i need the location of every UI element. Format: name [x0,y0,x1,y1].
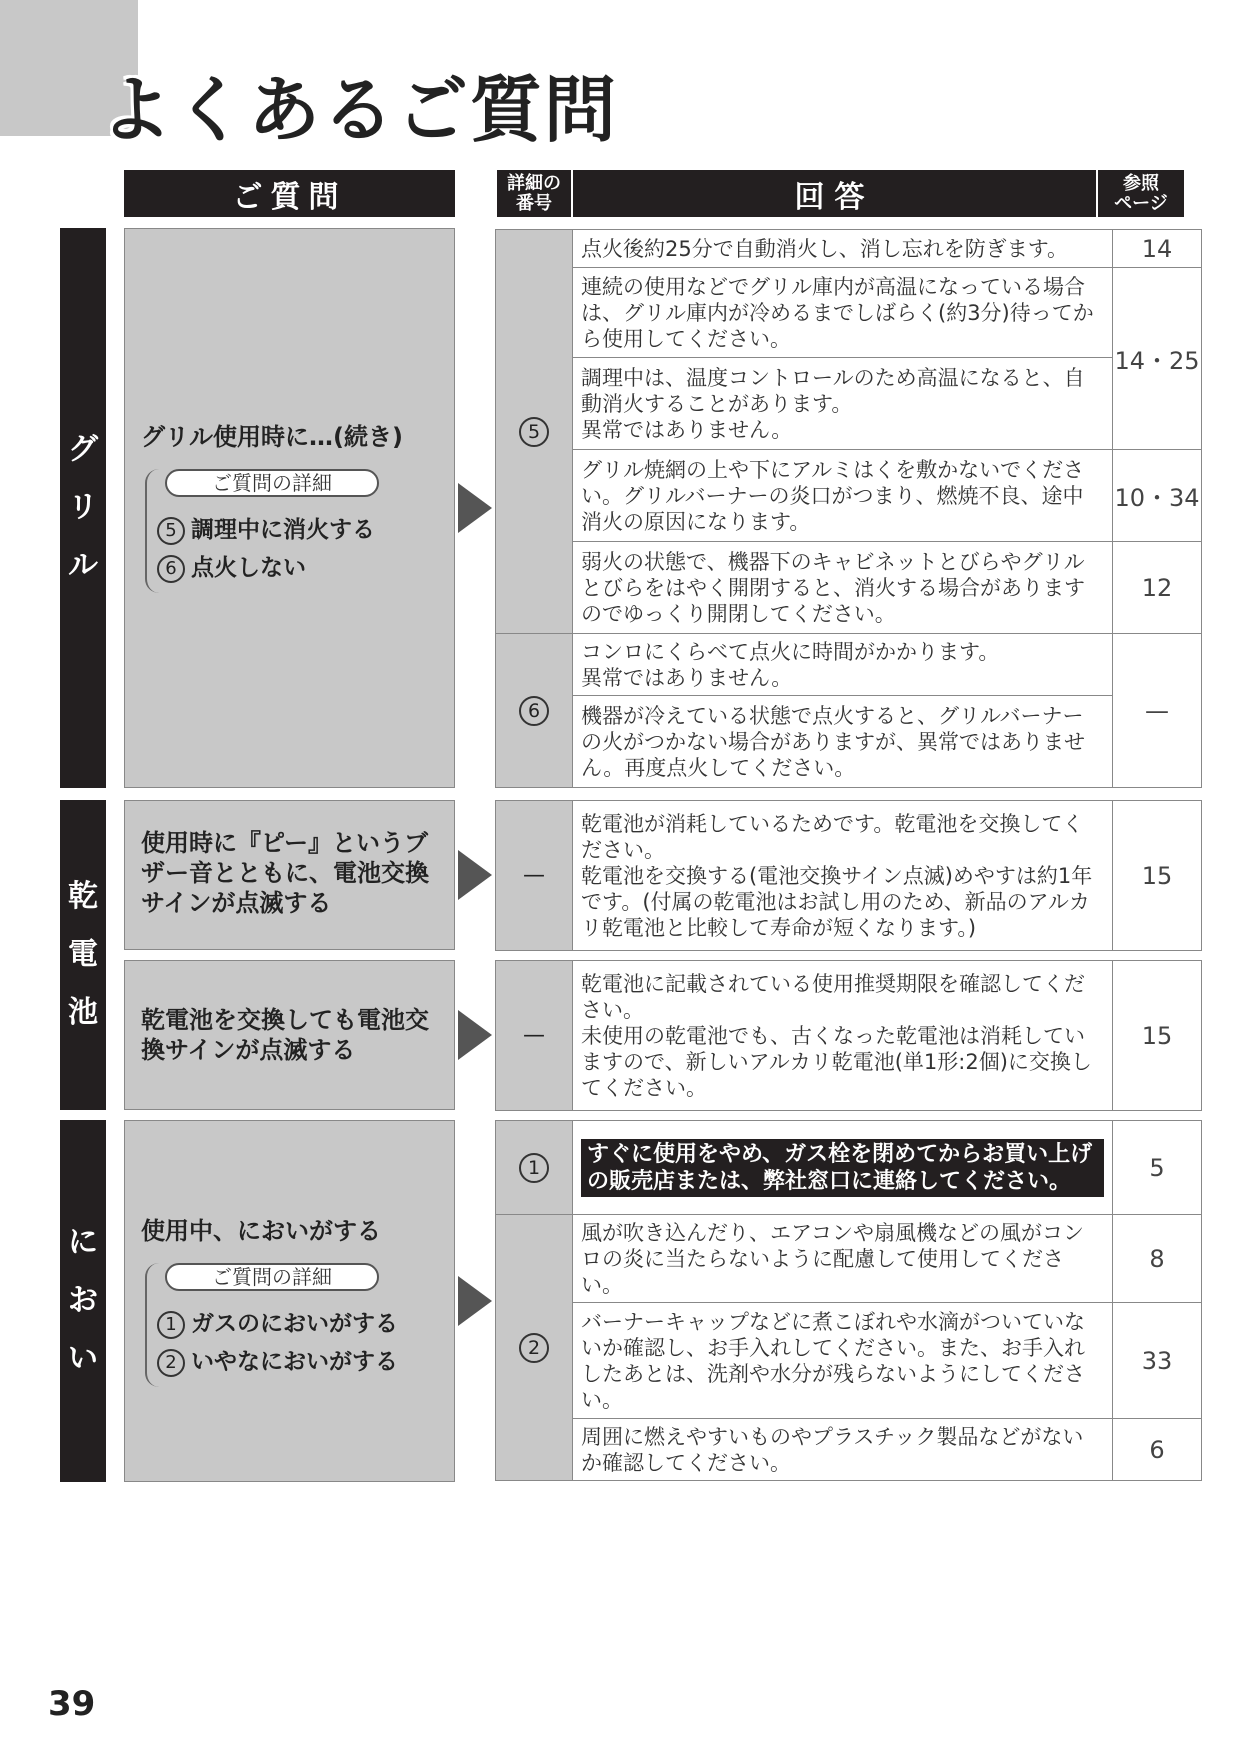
reference-page: 8 [1113,1215,1202,1303]
answer-text: バーナーキャップなどに煮こぼれや水滴がついていないか確認し、お手入れしてください。また、お手入れしたあとは、洗剤や水分が残らないようにしてください。 [573,1303,1113,1419]
arrow-icon [458,483,492,533]
arrow-icon [458,1010,492,1060]
circled-number: 2 [157,1349,185,1377]
reference-page: 14・25 [1113,268,1202,450]
question-text: 乾電池を交換しても電池交換サインが点滅する [141,1006,429,1064]
category-char: 池 [68,995,98,1030]
reference-page: — [1113,634,1202,788]
circled-number: 1 [157,1311,185,1339]
answer-text: 乾電池が消耗しているためです。乾電池を交換してください。 乾電池を交換する(電池交換サイン点滅)めやすは約1年です。(付属の乾電池はお試し用のため、新品のアルカリ乾電池と比較して寿命が短くなります。) [573,801,1113,951]
reference-page: 6 [1113,1419,1202,1481]
header-reference: 参照 ページ [1098,170,1184,217]
answer-table-battery-1 [495,800,1202,951]
circled-number: 1 [519,1153,549,1183]
detail-item [157,1305,398,1339]
category-char: に [68,1225,98,1260]
category-char: ル [68,548,98,583]
question-text: 使用中、においがする [141,1217,381,1245]
table-row [496,696,1202,788]
answer-text: 機器が冷えている状態で点火すると、グリルバーナーの火がつかない場合がありますが、異常ではありません。再度点火してください。 [573,696,1113,788]
question-box-smell [124,1120,455,1482]
detail-label: ご質問の詳細 [165,469,379,497]
detail-text: 調理中に消火する [191,517,375,543]
table-row [496,1419,1202,1481]
page-number: 39 [48,1684,96,1724]
table-row [496,230,1202,268]
category-char: グ [68,432,98,467]
answer-text: 調理中は、温度コントロールのため高温になると、自動消火することがあります。 異常ではありません。 [573,358,1113,450]
detail-item [157,549,306,583]
answer-text: 周囲に燃えやすいものやプラスチック製品などがないか確認してください。 [573,1419,1113,1481]
reference-page: 15 [1113,801,1202,951]
answer-table-smell [495,1120,1202,1481]
table-row [496,450,1202,542]
table-row [496,1303,1202,1419]
category-char: 電 [68,937,98,972]
question-box-battery-2 [124,960,455,1110]
table-row [496,801,1202,951]
category-char: リ [68,490,98,525]
answer-table-battery-2 [495,960,1202,1111]
circled-number: 6 [519,696,549,726]
reference-page: 12 [1113,542,1202,634]
circled-number: 5 [519,417,549,447]
answer-text-warning [573,1121,1113,1215]
question-text: グリル使用時に…(続き) [141,423,403,451]
reference-page: 5 [1113,1121,1202,1215]
table-row [496,961,1202,1111]
arrow-icon [458,850,492,900]
header-detail-number: 詳細の 番号 [497,170,571,217]
circled-number: 2 [519,1333,549,1363]
category-char: 乾 [68,879,98,914]
category-char: お [68,1283,98,1318]
detail-text: ガスのにおいがする [191,1311,398,1337]
table-row [496,634,1202,696]
detail-item [157,1343,398,1377]
reference-page: 14 [1113,230,1202,268]
detail-group [145,1263,398,1387]
warning-text: すぐに使用をやめ、ガス栓を閉めてからお買い上げの販売店または、弊社窓口に連絡してください。 [581,1139,1104,1197]
answer-text: 点火後約25分で自動消火し、消し忘れを防ぎます。 [573,230,1113,268]
reference-page: 33 [1113,1303,1202,1419]
page-title: よくあるご質問 [100,68,619,152]
category-grill [60,228,106,788]
detail-text: いやなにおいがする [191,1349,398,1375]
table-row [496,1121,1202,1215]
reference-page: 10・34 [1113,450,1202,542]
arrow-icon [458,1276,492,1326]
category-smell [60,1120,106,1482]
reference-page: 15 [1113,961,1202,1111]
answer-text: 乾電池に記載されている使用推奨期限を確認してください。 未使用の乾電池でも、古くなった乾電池は消耗していますので、新しいアルカリ乾電池(単1形:2個)に交換してください。 [573,961,1113,1111]
answer-table-grill [495,229,1202,788]
answer-text: 弱火の状態で、機器下のキャビネットとびらやグリルとびらをはやく開閉すると、消火する場合がありますのでゆっくり開閉してください。 [573,542,1113,634]
detail-label: ご質問の詳細 [165,1263,379,1291]
question-text: 使用時に『ピー』というブザー音とともに、電池交換サインが点滅する [141,829,429,917]
category-battery [60,800,106,1110]
question-box-battery-1 [124,800,455,950]
table-row [496,268,1202,358]
answer-text: コンロにくらべて点火に時間がかかります。 異常ではありません。 [573,634,1113,696]
circled-number: 5 [157,517,185,545]
table-row [496,358,1202,450]
answer-text: グリル焼網の上や下にアルミはくを敷かないでください。グリルバーナーの炎口がつまり、燃焼不良、途中消火の原因になります。 [573,450,1113,542]
answer-text: 風が吹き込んだり、エアコンや扇風機などの風がコンロの炎に当たらないように配慮して使用してください。 [573,1215,1113,1303]
detail-number-cell [496,1121,573,1215]
detail-number-cell: — [496,801,573,951]
question-box-grill [124,228,455,788]
detail-item [157,511,375,545]
circled-number: 6 [157,555,185,583]
detail-group [145,469,375,593]
detail-text: 点火しない [191,555,306,581]
detail-number-cell [496,230,573,634]
table-row [496,1215,1202,1303]
table-row [496,542,1202,634]
detail-number-cell [496,1215,573,1481]
header-question: ご質問 [124,170,455,217]
answer-text: 連続の使用などでグリル庫内が高温になっている場合は、グリル庫内が冷めるまでしばらく(約3分)待ってから使用してください。 [573,268,1113,358]
detail-number-cell [496,634,573,788]
category-char: い [68,1341,98,1376]
header-answer: 回答 [573,170,1096,217]
detail-number-cell: — [496,961,573,1111]
